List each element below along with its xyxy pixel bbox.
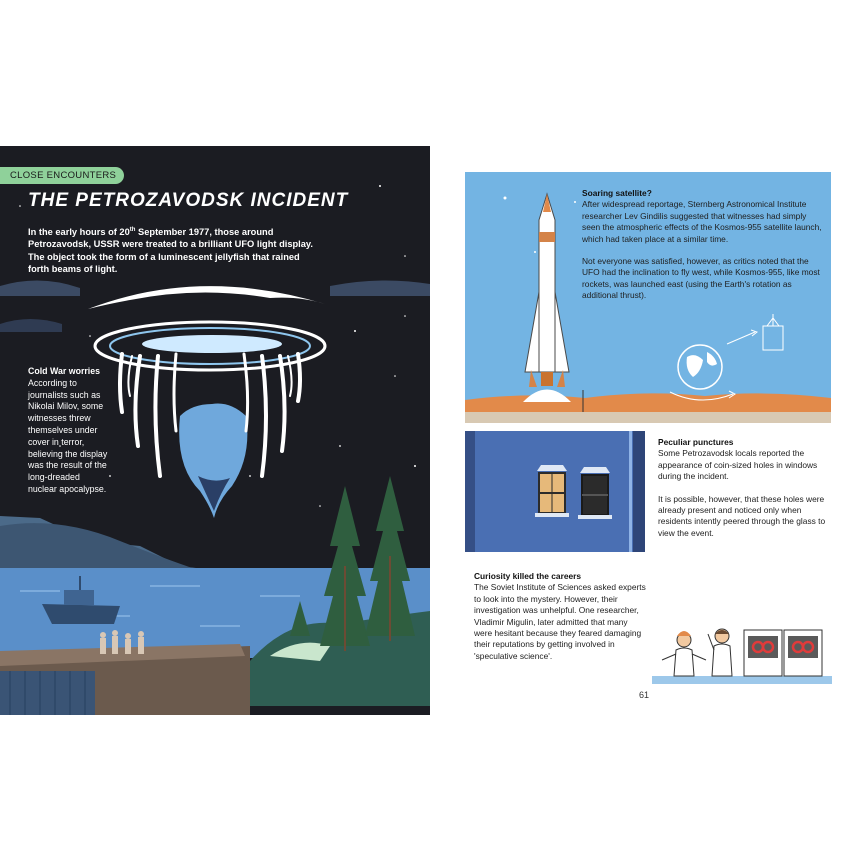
rocket-exhaust	[523, 390, 571, 403]
cloud-small	[0, 319, 62, 332]
building-roof	[0, 671, 95, 715]
punctures-text	[658, 437, 830, 539]
section-tag: CLOSE ENCOUNTERS	[0, 167, 124, 184]
punctures-heading: Peculiar punctures	[658, 437, 734, 447]
cloud-right	[330, 280, 430, 296]
ufo-cloud	[88, 286, 325, 309]
page-title: THE PETROZAVODSK INCIDENT	[28, 190, 349, 211]
window-lit	[535, 465, 569, 517]
left-page-illustration	[0, 146, 430, 715]
building-illustration	[465, 431, 645, 552]
cloud-left	[0, 280, 80, 296]
scientist-man	[708, 629, 732, 676]
near-hills	[0, 523, 210, 574]
globe-diagram	[670, 314, 783, 400]
punctures-para-2: It is possible, however, that these holes were already present and noticed only when residents intently peered through the glass to view the event.	[658, 493, 826, 538]
lab-doors	[744, 630, 822, 676]
ufo-glow-core	[142, 335, 282, 353]
careers-text	[474, 571, 646, 662]
intro-paragraph: In the early hours of 20th September 1977, those around Petrozavodsk, USSR were treated to a brilliant UFO light display. The object took the form of a luminescent jellyfish that rained forth beams of light.	[28, 227, 313, 274]
cold-war-heading: Cold War worries	[28, 366, 101, 376]
ground	[465, 412, 831, 423]
satellite-heading: Soaring satellite?	[582, 188, 652, 198]
page-number: 61	[639, 690, 650, 700]
careers-body: The Soviet Institute of Sciences asked experts to look into the mystery. However, their investigation was unhelpful. One researcher, Vladimir Migulin, later admitted that many were hesitant because they feared damaging their reputations by getting involved in 'speculative science'.	[474, 582, 646, 661]
satellite-para-2: Not everyone was satisfied, however, as critics noted that the UFO had the inclination to fly west, while Kosmos-955, like most rockets, was launched east (using the Earth's rotation as additional thrust).	[582, 256, 820, 301]
rocket	[525, 194, 569, 387]
window-dark	[578, 467, 612, 519]
cold-war-body: According to journalists such as Nikolai Milov, some witnesses threw themselves under cover in terror, believing the display was the result of the long-dreaded nuclear apocalypse.	[28, 377, 108, 494]
scientist-woman	[662, 631, 706, 676]
boat-cabin	[64, 590, 94, 605]
cold-war-callout	[28, 366, 108, 496]
satellite-text	[582, 188, 822, 302]
careers-heading: Curiosity killed the careers	[474, 571, 582, 581]
boat-hull	[42, 604, 120, 624]
scientists-illustration	[652, 620, 832, 684]
satellite-para-1: After widespread reportage, Sternberg Astronomical Institute researcher Lev Gindilis suggested that witnesses had simply seen the atmospheric effects of the Kosmos-955 satellite launch, which had taken place at a similar time.	[582, 199, 822, 244]
punctures-para-1: Some Petrozavodsk locals reported the appearance of coin-sized holes in windows during the incident.	[658, 448, 818, 482]
horizon-hills	[465, 393, 831, 412]
